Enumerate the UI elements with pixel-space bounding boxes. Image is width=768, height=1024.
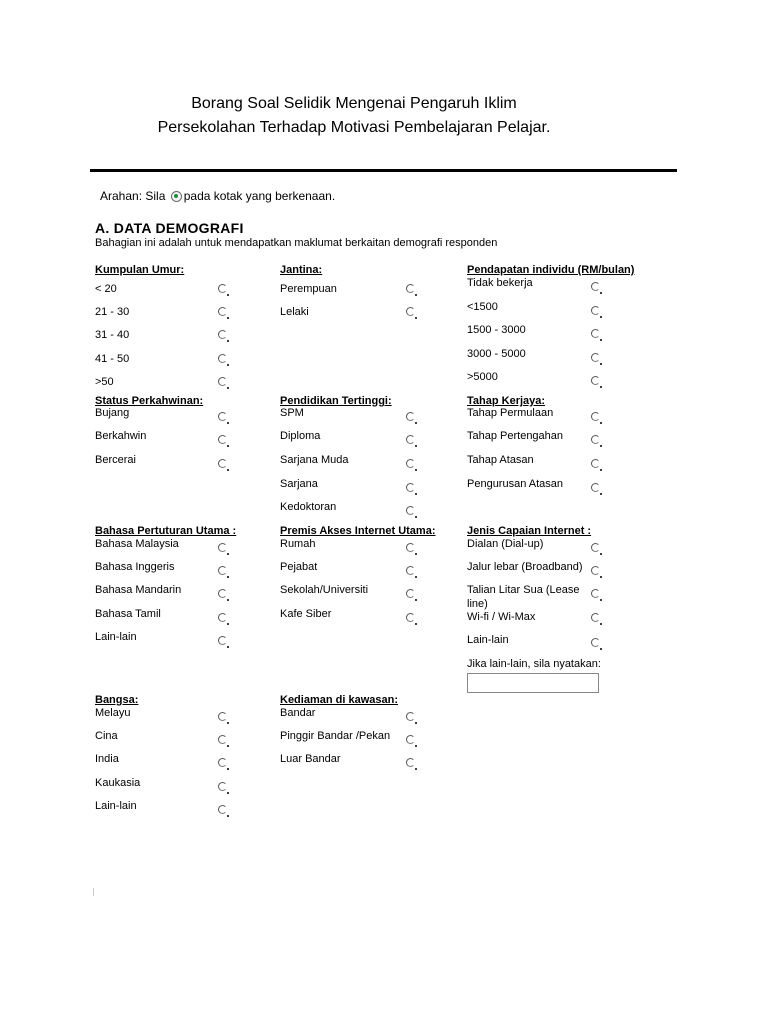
option-label-continued: line) <box>467 598 488 610</box>
option-label: Berkahwin <box>95 430 147 442</box>
group-bahasa-pertuturan-utama <box>95 524 255 652</box>
section-heading: A. DATA DEMOGRAFI <box>95 220 244 236</box>
option-label: Kedoktoran <box>280 501 337 513</box>
form-title-line-2: Persekolahan Terhadap Motivasi Pembelajaran Pelajar. <box>157 119 551 136</box>
option-label: Tahap Permulaan <box>467 407 554 419</box>
radio-button[interactable] <box>591 282 600 291</box>
option-label: Melayu <box>95 707 131 719</box>
radio-button[interactable] <box>218 735 227 744</box>
option-label: Lain-lain <box>95 800 137 812</box>
radio-button[interactable] <box>591 376 600 385</box>
group-label: Jenis Capaian Internet : <box>467 525 592 537</box>
group-label: Premis Akses Internet Utama: <box>280 525 436 537</box>
radio-button[interactable] <box>591 459 600 468</box>
option-label: >50 <box>95 376 114 388</box>
group-pendidikan-tertinggi <box>280 394 430 522</box>
radio-button[interactable] <box>218 377 227 386</box>
option-label: Lain-lain <box>95 631 137 643</box>
radio-button[interactable] <box>406 412 415 421</box>
option-label: Bandar <box>280 707 316 719</box>
group-tahap-kerjaya <box>467 394 647 499</box>
option-label: Jalur lebar (Broadband) <box>467 561 583 573</box>
option-label: Kaukasia <box>95 777 141 789</box>
group-status-perkahwinan <box>95 394 245 474</box>
option-label: < 20 <box>95 283 117 295</box>
group-label: Jantina: <box>280 264 323 276</box>
instruction <box>100 188 335 204</box>
option-label: Bahasa Inggeris <box>95 561 175 573</box>
radio-button[interactable] <box>218 782 227 791</box>
radio-button[interactable] <box>218 758 227 767</box>
radio-button[interactable] <box>591 306 600 315</box>
radio-button[interactable] <box>406 566 415 575</box>
option-label: SPM <box>280 407 304 419</box>
group-label: Kediaman di kawasan: <box>280 694 398 706</box>
radio-button[interactable] <box>218 613 227 622</box>
radio-button[interactable] <box>591 329 600 338</box>
radio-button[interactable] <box>591 613 600 622</box>
option-label: Lelaki <box>280 306 309 318</box>
option-label: Tidak bekerja <box>467 277 533 289</box>
option-label: Sarjana <box>280 478 318 490</box>
option-label: Talian Litar Sua (Lease <box>467 584 580 596</box>
group-label: Pendapatan individu (RM/bulan) <box>467 264 635 276</box>
option-label: Bahasa Mandarin <box>95 584 182 596</box>
radio-selected-icon <box>171 191 182 202</box>
radio-button[interactable] <box>591 435 600 444</box>
option-label: Bujang <box>95 407 130 419</box>
section-description: Bahagian ini adalah untuk mendapatkan maklumat berkaitan demografi responden <box>95 237 498 249</box>
radio-button[interactable] <box>218 712 227 721</box>
radio-button[interactable] <box>218 354 227 363</box>
instruction-text-before: Arahan: Sila <box>100 189 169 203</box>
radio-button[interactable] <box>218 330 227 339</box>
radio-button[interactable] <box>591 353 600 362</box>
group-kumpulan-umur <box>95 263 245 393</box>
radio-button[interactable] <box>406 435 415 444</box>
option-label: Dialan (Dial-up) <box>467 538 544 550</box>
other-specify-input[interactable] <box>467 673 599 693</box>
option-label: 41 - 50 <box>95 353 130 365</box>
group-label: Bangsa: <box>95 694 139 706</box>
radio-button[interactable] <box>406 758 415 767</box>
radio-button[interactable] <box>591 483 600 492</box>
option-label: Pinggir Bandar /Pekan <box>280 730 391 742</box>
instruction-text-after: pada kotak yang berkenaan. <box>183 189 336 203</box>
option-label: 1500 - 3000 <box>467 324 526 336</box>
radio-button[interactable] <box>218 284 227 293</box>
radio-button[interactable] <box>218 566 227 575</box>
option-label: Pejabat <box>280 561 318 573</box>
group-label: Kumpulan Umur: <box>95 264 185 276</box>
form-title <box>0 92 708 140</box>
option-label: Luar Bandar <box>280 753 341 765</box>
option-label: Kafe Siber <box>280 608 332 620</box>
radio-button[interactable] <box>591 412 600 421</box>
option-label: <1500 <box>467 301 498 313</box>
group-bangsa <box>95 693 245 821</box>
radio-button[interactable] <box>406 307 415 316</box>
radio-button[interactable] <box>218 543 227 552</box>
option-label: Tahap Atasan <box>467 454 534 466</box>
group-kediaman-di-kawasan <box>280 693 440 773</box>
group-label: Status Perkahwinan: <box>95 395 204 407</box>
option-label: Pengurusan Atasan <box>467 478 564 490</box>
radio-button[interactable] <box>218 307 227 316</box>
radio-button[interactable] <box>406 712 415 721</box>
radio-button[interactable] <box>218 805 227 814</box>
group-jantina <box>280 263 430 333</box>
option-label: Sarjana Muda <box>280 454 349 466</box>
radio-button[interactable] <box>218 459 227 468</box>
radio-button[interactable] <box>406 613 415 622</box>
option-label: India <box>95 753 119 765</box>
option-label: >5000 <box>467 371 498 383</box>
option-label: Sekolah/Universiti <box>280 584 369 596</box>
option-label: Perempuan <box>280 283 337 295</box>
group-jenis-capaian-internet <box>467 524 647 696</box>
radio-button[interactable] <box>406 506 415 515</box>
option-label: 3000 - 5000 <box>467 348 526 360</box>
option-label: 31 - 40 <box>95 329 130 341</box>
radio-button[interactable] <box>406 284 415 293</box>
radio-button[interactable] <box>406 735 415 744</box>
group-label: Bahasa Pertuturan Utama : <box>95 525 237 537</box>
option-label: Bahasa Tamil <box>95 608 161 620</box>
radio-button[interactable] <box>218 412 227 421</box>
title-divider <box>90 169 677 172</box>
form-title-line-1: Borang Soal Selidik Mengenai Pengaruh Iklim <box>191 95 517 112</box>
other-prompt: Jika lain-lain, sila nyatakan: <box>467 658 601 670</box>
radio-button[interactable] <box>591 589 600 598</box>
stray-mark <box>93 888 94 896</box>
option-label: Tahap Pertengahan <box>467 430 564 442</box>
option-label: Wi-fi / Wi-Max <box>467 611 536 623</box>
radio-button[interactable] <box>218 636 227 645</box>
radio-button[interactable] <box>406 459 415 468</box>
radio-button[interactable] <box>591 566 600 575</box>
radio-button[interactable] <box>218 589 227 598</box>
group-premis-akses-internet <box>280 524 455 629</box>
option-label: Lain-lain <box>467 634 509 646</box>
radio-button[interactable] <box>406 483 415 492</box>
radio-button[interactable] <box>406 543 415 552</box>
group-label: Pendidikan Tertinggi: <box>280 395 392 407</box>
radio-button[interactable] <box>591 543 600 552</box>
group-pendapatan-individu <box>467 263 647 393</box>
radio-button[interactable] <box>218 435 227 444</box>
radio-button[interactable] <box>406 589 415 598</box>
option-label: 21 - 30 <box>95 306 130 318</box>
group-label: Tahap Kerjaya: <box>467 395 546 407</box>
radio-button[interactable] <box>591 638 600 647</box>
option-label: Bercerai <box>95 454 136 466</box>
option-label: Bahasa Malaysia <box>95 538 179 550</box>
option-label: Rumah <box>280 538 316 550</box>
option-label: Diploma <box>280 430 321 442</box>
option-label: Cina <box>95 730 118 742</box>
